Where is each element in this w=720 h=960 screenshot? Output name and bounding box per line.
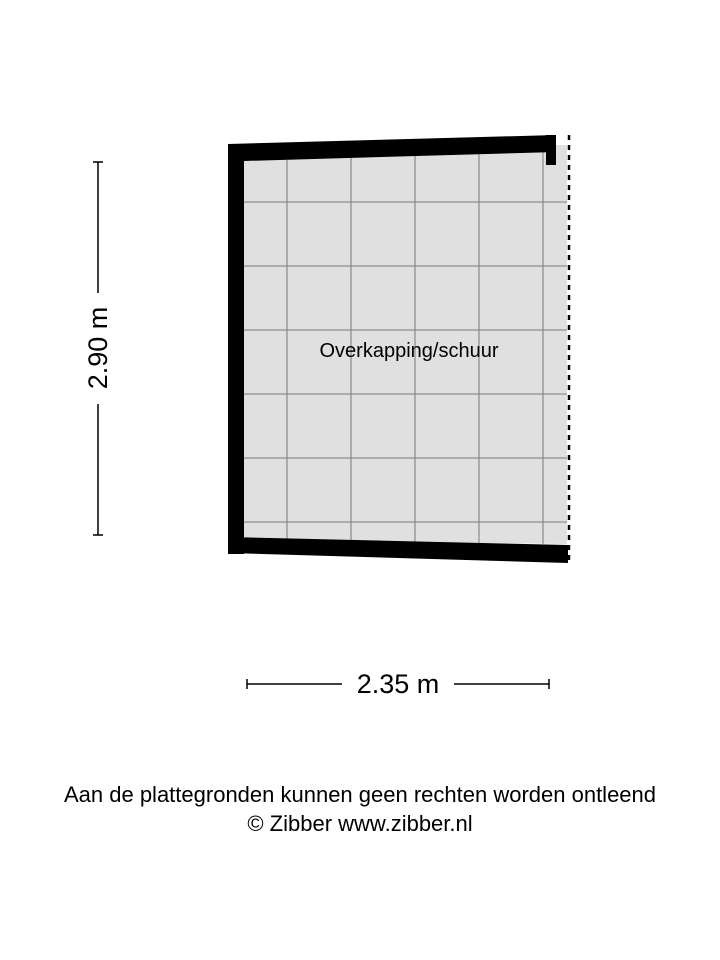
width-dimension-label: 2.35 m xyxy=(356,669,440,699)
room-label: Overkapping/schuur xyxy=(319,340,499,362)
wall-end-stub xyxy=(546,135,556,165)
left-wall xyxy=(228,144,244,554)
disclaimer-text: Aan de plattegronden kunnen geen rechten worden ontleend xyxy=(63,782,657,807)
copyright-text: © Zibber www.zibber.nl xyxy=(247,811,473,836)
height-dimension-label: 2.90 m xyxy=(83,306,113,390)
